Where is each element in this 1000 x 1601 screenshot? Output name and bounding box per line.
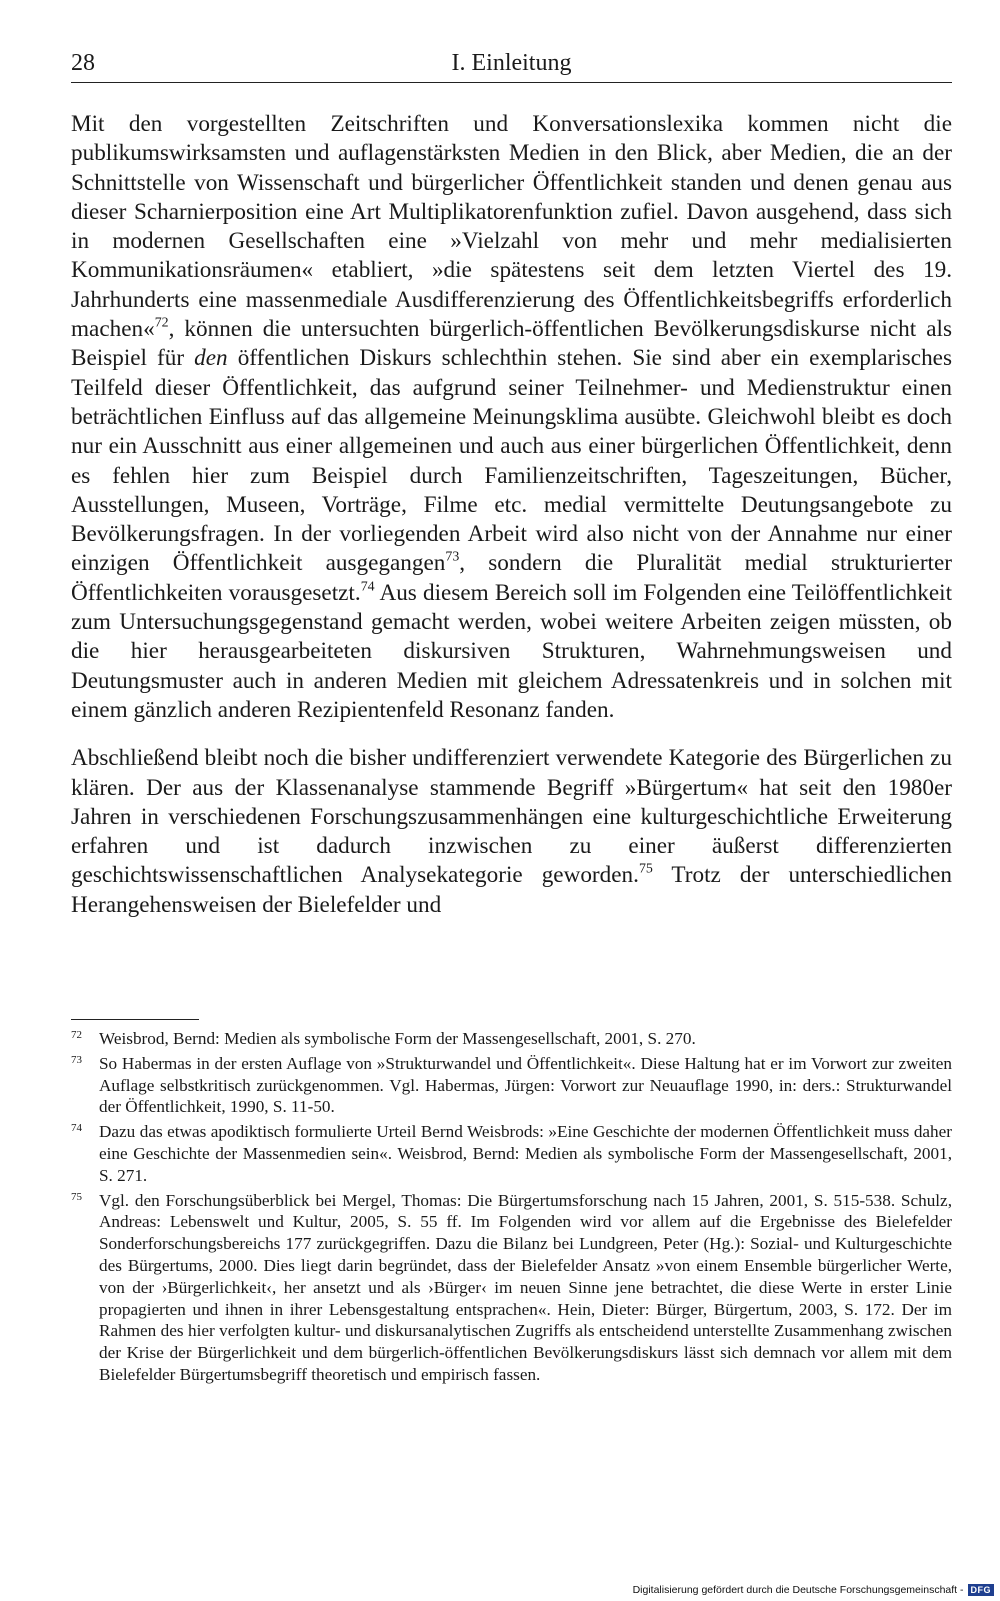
page-number: 28 — [71, 50, 95, 76]
emphasis: den — [194, 345, 228, 372]
footnote-number: 75 — [71, 1190, 82, 1203]
footnote-divider — [71, 1019, 199, 1020]
footnotes — [71, 1028, 952, 1389]
digitization-footer — [633, 1584, 994, 1596]
text-run: , sondern die Pluralität medial strukturierter Öffentlichkeiten vorausgesetzt. — [71, 550, 952, 606]
footnote-ref-72: 72 — [154, 315, 169, 331]
footnote-text: So Habermas in der ersten Auflage von »Strukturwandel und Öffentlichkeit«. Diese Haltung hat er im Vorwort zur zweiten Auflage selbstkritisch zurückgenommen. Vgl. Habermas, Jürgen: Vorwort zur Neuauflage 1990, in: ders.: Strukturwandel der Öffentlichkeit, 1990, S. 11-50. — [99, 1053, 952, 1117]
running-title: I. Einleitung — [451, 50, 572, 76]
dfg-logo-icon: DFG — [968, 1584, 995, 1596]
text-run: Aus diesem Bereich soll im Folgenden eine Teilöffentlichkeit zum Untersuchungsgegenstand gemacht werden, wobei weitere Arbeiten zeigen müssten, ob die hier herausgearbeiteten diskursiven Strukturen, Wahrnehmungsweisen und Deutungsmuster auch in anderen Medien mit gleichem Adressatenkreis und in solchen mit einem gänzlich anderen Rezipientenfeld Resonanz fanden. — [71, 579, 953, 723]
body-text — [71, 110, 952, 920]
footnote-ref-74: 74 — [360, 579, 375, 595]
footer-text: Digitalisierung gefördert durch die Deutsche Forschungsgemeinschaft - — [632, 1584, 964, 1596]
text-run: , können die untersuchten bürgerlich-öffentlichen Bevölkerungsdiskurse nicht als Beispiel für — [71, 316, 952, 372]
text-run: Mit den vorgestellten Zeitschriften und Konversationslexika kommen nicht die publikumswirksamsten und auflagenstärksten Medien in den Blick, aber Medien, die an der Schnittstelle von Wissenschaft und bürgerlicher Öffentlichkeit standen und denen genau aus dieser Scharnierposition eine Art Multiplikatorenfunktion zufiel. Davon ausgehend, dass sich in modernen Gesellschaften eine »Vielzahl von mehr und mehr medialisierten Kommunikationsräumen« etabliert, »die spätestens seit dem letzten Viertel des 19. Jahrhunderts eine massenmediale Ausdifferenzierung des Öffentlichkeitsbegriffs erforderlich machen« — [71, 111, 952, 343]
text-run: Trotz der unterschiedlichen Herangehensweisen der Bielefelder und — [71, 862, 952, 918]
text-run: öffentlichen Diskurs schlechthin stehen. Sie sind aber ein exemplarisches Teilfeld dieser Öffentlichkeit, das aufgrund seiner Teilnehmer- und Medienstruktur einen beträchtlichen Einfluss auf das allgemeine Meinungsklima ausübte. Gleichwohl bleibt es doch nur ein Ausschnitt aus einer allgemeinen und auch aus einer bürgerlichen Öffentlichkeit, denn es fehlen hier zum Beispiel durch Familienzeitschriften, Tageszeitungen, Bücher, Ausstellungen, Museen, Vorträge, Filme etc. medial vermittelte Deutungsangebote zu Bevölkerungsfragen. In der vorliegenden Arbeit wird also nicht von der Annahme nur einer einzigen Öffentlichkeit ausgegangen — [71, 345, 952, 577]
footnote-text: Dazu das etwas apodiktisch formulierte Urteil Bernd Weisbrods: »Eine Geschichte der modernen Öffentlichkeit muss daher eine Geschichte der Massenmedien sein«. Weisbrod, Bernd: Medien als symbolische Form der Massengesellschaft, 2001, S. 271. — [99, 1122, 952, 1185]
footnote-ref-75: 75 — [638, 861, 653, 877]
footnote-number: 74 — [71, 1122, 82, 1135]
footnote-text: Weisbrod, Bernd: Medien als symbolische Form der Massengesellschaft, 2001, S. 270. — [99, 1029, 696, 1048]
footnote-75 — [71, 1190, 952, 1386]
paragraph-2 — [71, 744, 952, 920]
running-header — [71, 46, 952, 83]
footnote-74 — [71, 1121, 952, 1186]
footnote-number: 73 — [71, 1053, 82, 1066]
footnote-72 — [71, 1028, 952, 1050]
footnote-73 — [71, 1053, 952, 1118]
footnote-number: 72 — [71, 1029, 82, 1041]
footnote-text: Vgl. den Forschungsüberblick bei Mergel, Thomas: Die Bürgertumsforschung nach 15 Jahren, 2001, S. 515-538. Schulz, Andreas: Lebenswelt und Kultur, 2005, S. 55 ff. Im Folgenden wird vor allem auf die Ergebnisse des Bielefelder Sonderforschungsbereichs 177 zurückgegriffen. Dazu die Bilanz bei Lundgreen, Peter (Hg.): Sozial- und Kulturgeschichte des Bürgertums, 2000. Dies liegt darin begründet, dass der Bielefelder Ansatz »von einem Ensemble bürgerlicher Werte, von der ›Bürgerlichkeit‹, her ansetzt und als ›Bürger‹ im neuen Sinne jene betrachtet, die diese Werte in erster Linie propagierten und ihnen in ihrer Lebensgestaltung entsprachen«. Hein, Dieter: Bürger, Bürgertum, 2003, S. 172. Der im Rahmen des hier verfolgten kultur- und diskursanalytischen Zugriffs als entscheidend unterstellte Zusammenhang zwischen der Krise der Bürgerlichkeit und dem bürgerlich-öffentlichen Bevölkerungsdiskurs lässt sich demnach vor allem mit dem Bielefelder Bürgertumsbegriff theoretisch und empirisch fassen. — [99, 1190, 952, 1384]
footnote-ref-73: 73 — [445, 549, 460, 565]
paragraph-1 — [71, 110, 952, 725]
text-run: Abschließend bleibt noch die bisher undifferenziert verwendete Kategorie des Bürgerlichen zu klären. Der aus der Klassenanalyse stammende Begriff »Bürgertum« hat seit den 1980er Jahren in verschiedenen Forschungszusammenhängen eine kulturgeschichtliche Erweiterung erfahren und ist dadurch inzwischen zu einer äußerst differenzierten geschichtswissenschaftlichen Analysekategorie geworden. — [71, 745, 952, 889]
